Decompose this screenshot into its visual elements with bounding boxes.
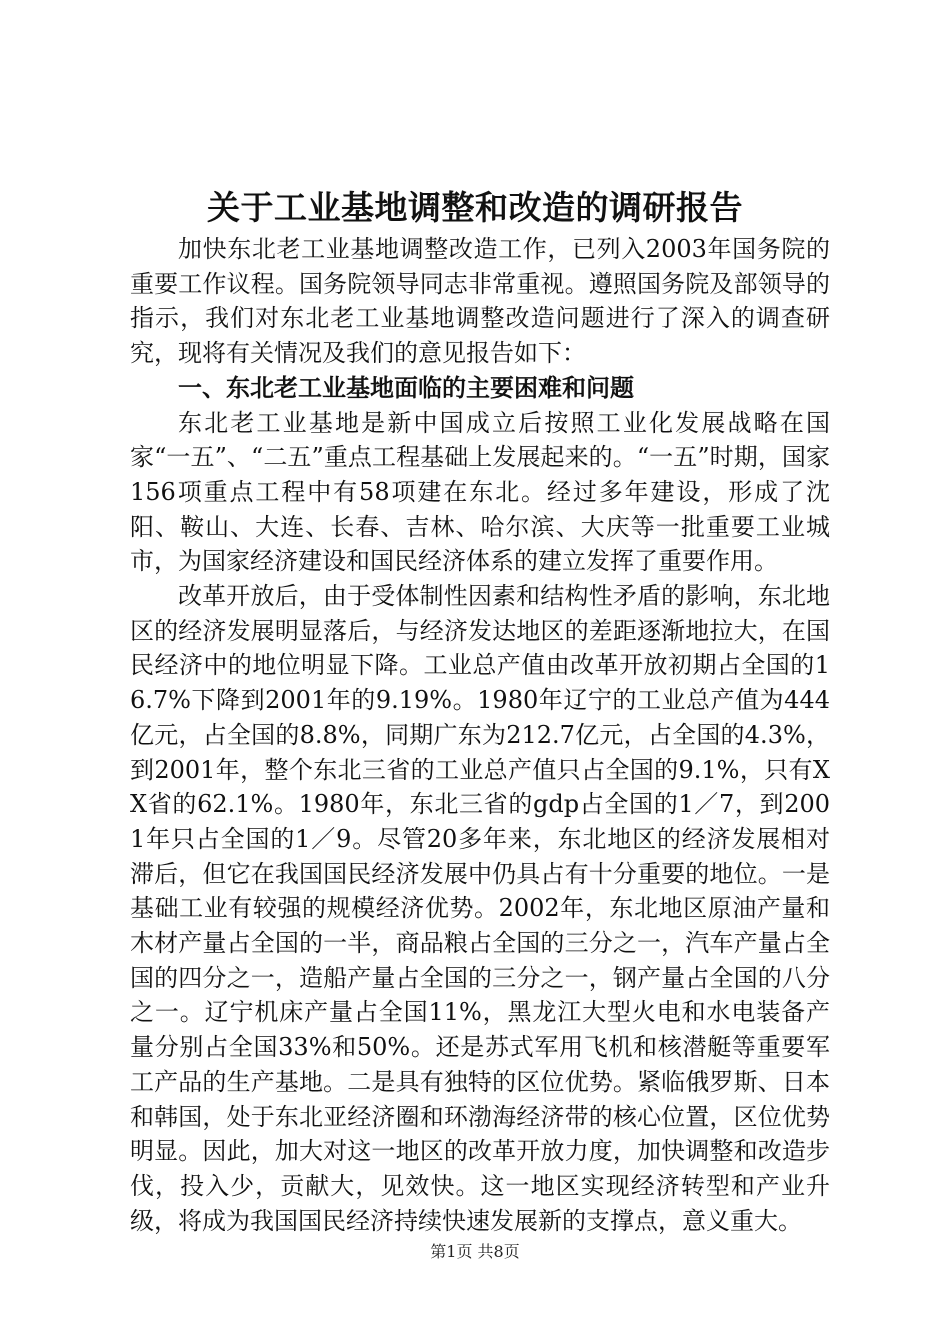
history-paragraph: 东北老工业基地是新中国成立后按照工业化发展战略在国家“一五”、“二五”重点工程基础上发展起来的。“一五”时期，国家156项重点工程中有58项建在东北。经过多年建设，形成了沈阳、鞍山、大连、长春、吉林、哈尔滨、大庆等一批重要工业城市，为国家经济建设和国民经济体系的建立发挥了重要作用。	[130, 408, 830, 576]
intro-paragraph: 加快东北老工业基地调整改造工作，已列入2003年国务院的重要工作议程。国务院领导同志非常重视。遵照国务院及部领导的指示，我们对东北老工业基地调整改造问题进行了深入的调查研究，现将有关情况及我们的意见报告如下：	[130, 235, 830, 368]
document-title: 关于工业基地调整和改造的调研报告	[207, 188, 743, 227]
page-footer: 第1页 共8页	[430, 1242, 520, 1261]
reform-paragraph: 改革开放后，由于受体制性因素和结构性矛盾的影响，东北地区的经济发展明显落后，与经济发达地区的差距逐渐地拉大，在国民经济中的地位明显下降。工业总产值由改革开放初期占全国的16.7%下降到2001年的9.19%。1980年辽宁的工业总产值为444亿元，占全国的8.8%，同期广东为212.7亿元，占全国的4.3%，到2001年，整个东北三省的工业总产值只占全国的9.1%，只有XX省的62.1%。1980年，东北三省的gdp占全国的1／7，到2001年只占全国的1／9。尽管20多年来，东北地区的经济发展相对滞后，但它在我国国民经济发展中仍具占有十分重要的地位。一是基础工业有较强的规模经济优势。2002年，东北地区原油产量和木材产量占全国的一半，商品粮占全国的三分之一，汽车产量占全国的四分之一，造船产量占全国的三分之一，钢产量占全国的八分之一。辽宁机床产量占全国11%，黑龙江大型火电和水电装备产量分别占全国33%和50%。还是苏式军用飞机和核潜艇等重要军工产品的生产基地。二是具有独特的区位优势。紧临俄罗斯、日本和韩国，处于东北亚经济圈和环渤海经济带的核心位置，区位优势明显。因此，加大对这一地区的改革开放力度，加快调整和改造步伐，投入少，贡献大，见效快。这一地区实现经济转型和产业升级，将成为我国国民经济持续快速发展新的支撑点，意义重大。	[130, 582, 830, 1235]
document-body	[130, 232, 830, 1238]
section-heading: 一、东北老工业基地面临的主要困难和问题	[178, 372, 634, 402]
